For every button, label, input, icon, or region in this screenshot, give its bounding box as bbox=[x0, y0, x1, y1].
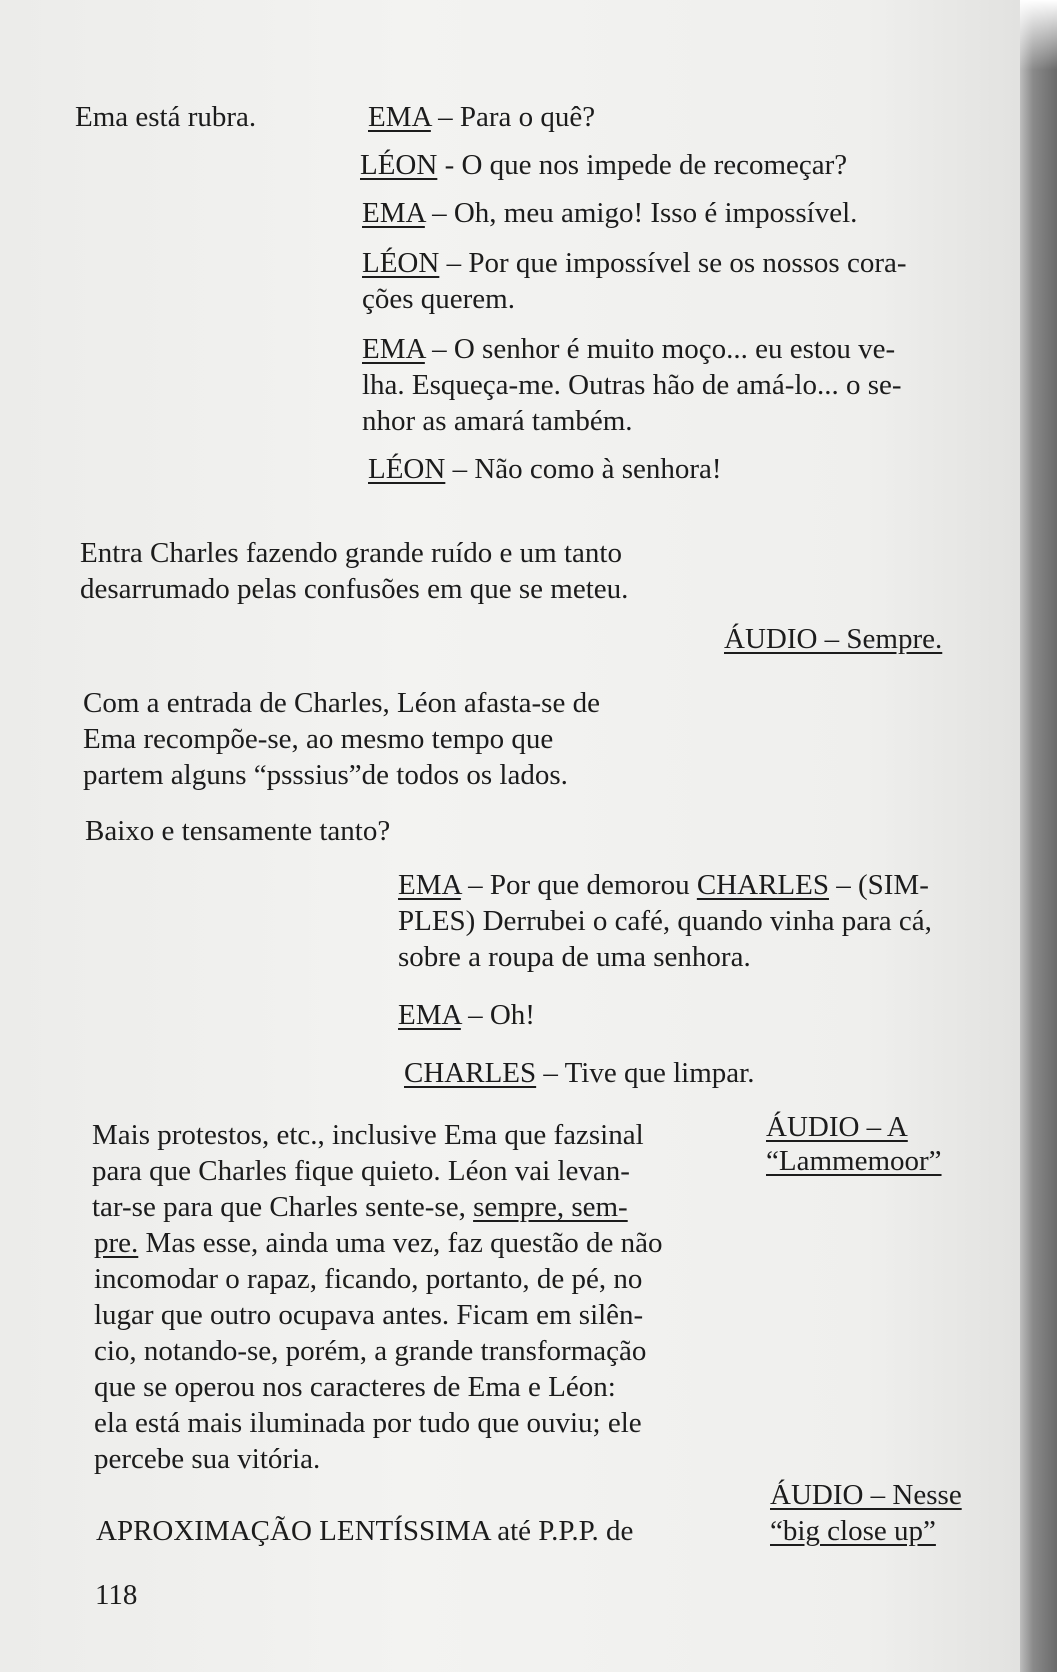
speaker-name: CHARLES bbox=[404, 1057, 537, 1089]
dialogue-text: lha. Esqueça-me. Outras hão de amá-lo... o se- bbox=[362, 369, 902, 401]
stage-direction-text: tar-se para que Charles sente-se, bbox=[92, 1191, 474, 1223]
dialogue-line bbox=[368, 100, 595, 134]
dialogue-text: nhor as amará também. bbox=[362, 405, 633, 437]
dialogue-text: ções querem. bbox=[362, 283, 515, 315]
underlined-emphasis: pre. bbox=[94, 1227, 139, 1259]
audio-cue: ÁUDIO – Sempre. bbox=[724, 623, 943, 655]
speaker-name: LÉON bbox=[368, 453, 446, 485]
dialogue-line bbox=[362, 196, 857, 230]
dialogue-text: – O senhor é muito moço... eu estou ve- bbox=[424, 333, 896, 365]
dialogue-text: – Por que demorou bbox=[460, 869, 697, 901]
dialogue-text: – Tive que limpar. bbox=[536, 1057, 755, 1089]
dialogue-line bbox=[404, 1056, 754, 1090]
stage-direction: Entra Charles fazendo grande ruído e um tanto bbox=[80, 537, 622, 569]
dialogue-text: – Por que impossível se os nossos cora- bbox=[439, 247, 907, 279]
audio-cue: “Lammemoor” bbox=[766, 1145, 942, 1177]
stage-direction: APROXIMAÇÃO LENTÍSSIMA até P.P.P. de bbox=[96, 1515, 634, 1547]
speaker-name: EMA bbox=[398, 999, 461, 1031]
stage-direction: incomodar o rapaz, ficando, portanto, de pé, no bbox=[94, 1263, 643, 1295]
dialogue-line bbox=[368, 452, 722, 486]
stage-direction bbox=[92, 1190, 628, 1224]
speaker-name: LÉON bbox=[362, 247, 440, 279]
dialogue-text: PLES) Derrubei o café, quando vinha para cá, bbox=[398, 905, 932, 937]
dialogue-text: – Oh, meu amigo! Isso é impossível. bbox=[424, 197, 858, 229]
stage-direction: percebe sua vitória. bbox=[94, 1443, 321, 1475]
stage-direction: lugar que outro ocupava antes. Ficam em silên- bbox=[94, 1299, 644, 1331]
stage-direction: para que Charles fique quieto. Léon vai levan- bbox=[92, 1155, 630, 1187]
book-spine-shadow bbox=[1020, 0, 1057, 1672]
dialogue-text: – Não como à senhora! bbox=[445, 453, 722, 485]
dialogue-line bbox=[362, 246, 907, 280]
stage-direction bbox=[94, 1226, 663, 1260]
dialogue-line bbox=[360, 148, 847, 182]
stage-direction: ela está mais iluminada por tudo que ouviu; ele bbox=[94, 1407, 642, 1439]
stage-direction: Mais protestos, etc., inclusive Ema que fazsinal bbox=[92, 1119, 644, 1151]
speaker-name: EMA bbox=[398, 869, 461, 901]
speaker-name: EMA bbox=[368, 101, 431, 133]
dialogue-line bbox=[362, 332, 895, 366]
dialogue-line bbox=[398, 998, 535, 1032]
dialogue-text: – (SIM- bbox=[828, 869, 929, 901]
dialogue-text: - O que nos impede de recomeçar? bbox=[437, 149, 848, 181]
dialogue-text: – Oh! bbox=[460, 999, 535, 1031]
dialogue-line bbox=[398, 868, 929, 902]
speaker-name: LÉON bbox=[360, 149, 438, 181]
speaker-name: CHARLES bbox=[696, 869, 829, 901]
dialogue-text: – Para o quê? bbox=[430, 101, 596, 133]
page-number: 118 bbox=[95, 1579, 138, 1611]
stage-direction-text: Mas esse, ainda uma vez, faz questão de não bbox=[138, 1227, 663, 1259]
stage-direction: Com a entrada de Charles, Léon afasta-se de bbox=[83, 687, 600, 719]
stage-direction: Baixo e tensamente tanto? bbox=[85, 815, 391, 847]
dialogue-text: sobre a roupa de uma senhora. bbox=[398, 941, 751, 973]
underlined-emphasis: sempre, sem- bbox=[473, 1191, 628, 1223]
stage-direction: cio, notando-se, porém, a grande transformação bbox=[94, 1335, 647, 1367]
stage-direction: Ema recompõe-se, ao mesmo tempo que bbox=[83, 723, 554, 755]
audio-cue: ÁUDIO – Nesse bbox=[770, 1479, 962, 1511]
stage-direction: que se operou nos caracteres de Ema e Léon: bbox=[94, 1371, 616, 1403]
page-edge-highlight bbox=[1020, 0, 1057, 70]
speaker-name: EMA bbox=[362, 333, 425, 365]
stage-direction: partem alguns “psssius”de todos os lados. bbox=[83, 759, 568, 791]
audio-cue: “big close up” bbox=[770, 1515, 936, 1547]
audio-cue: ÁUDIO – A bbox=[766, 1111, 908, 1143]
stage-direction: Ema está rubra. bbox=[75, 101, 257, 133]
stage-direction: desarrumado pelas confusões em que se meteu. bbox=[80, 573, 629, 605]
speaker-name: EMA bbox=[362, 197, 425, 229]
